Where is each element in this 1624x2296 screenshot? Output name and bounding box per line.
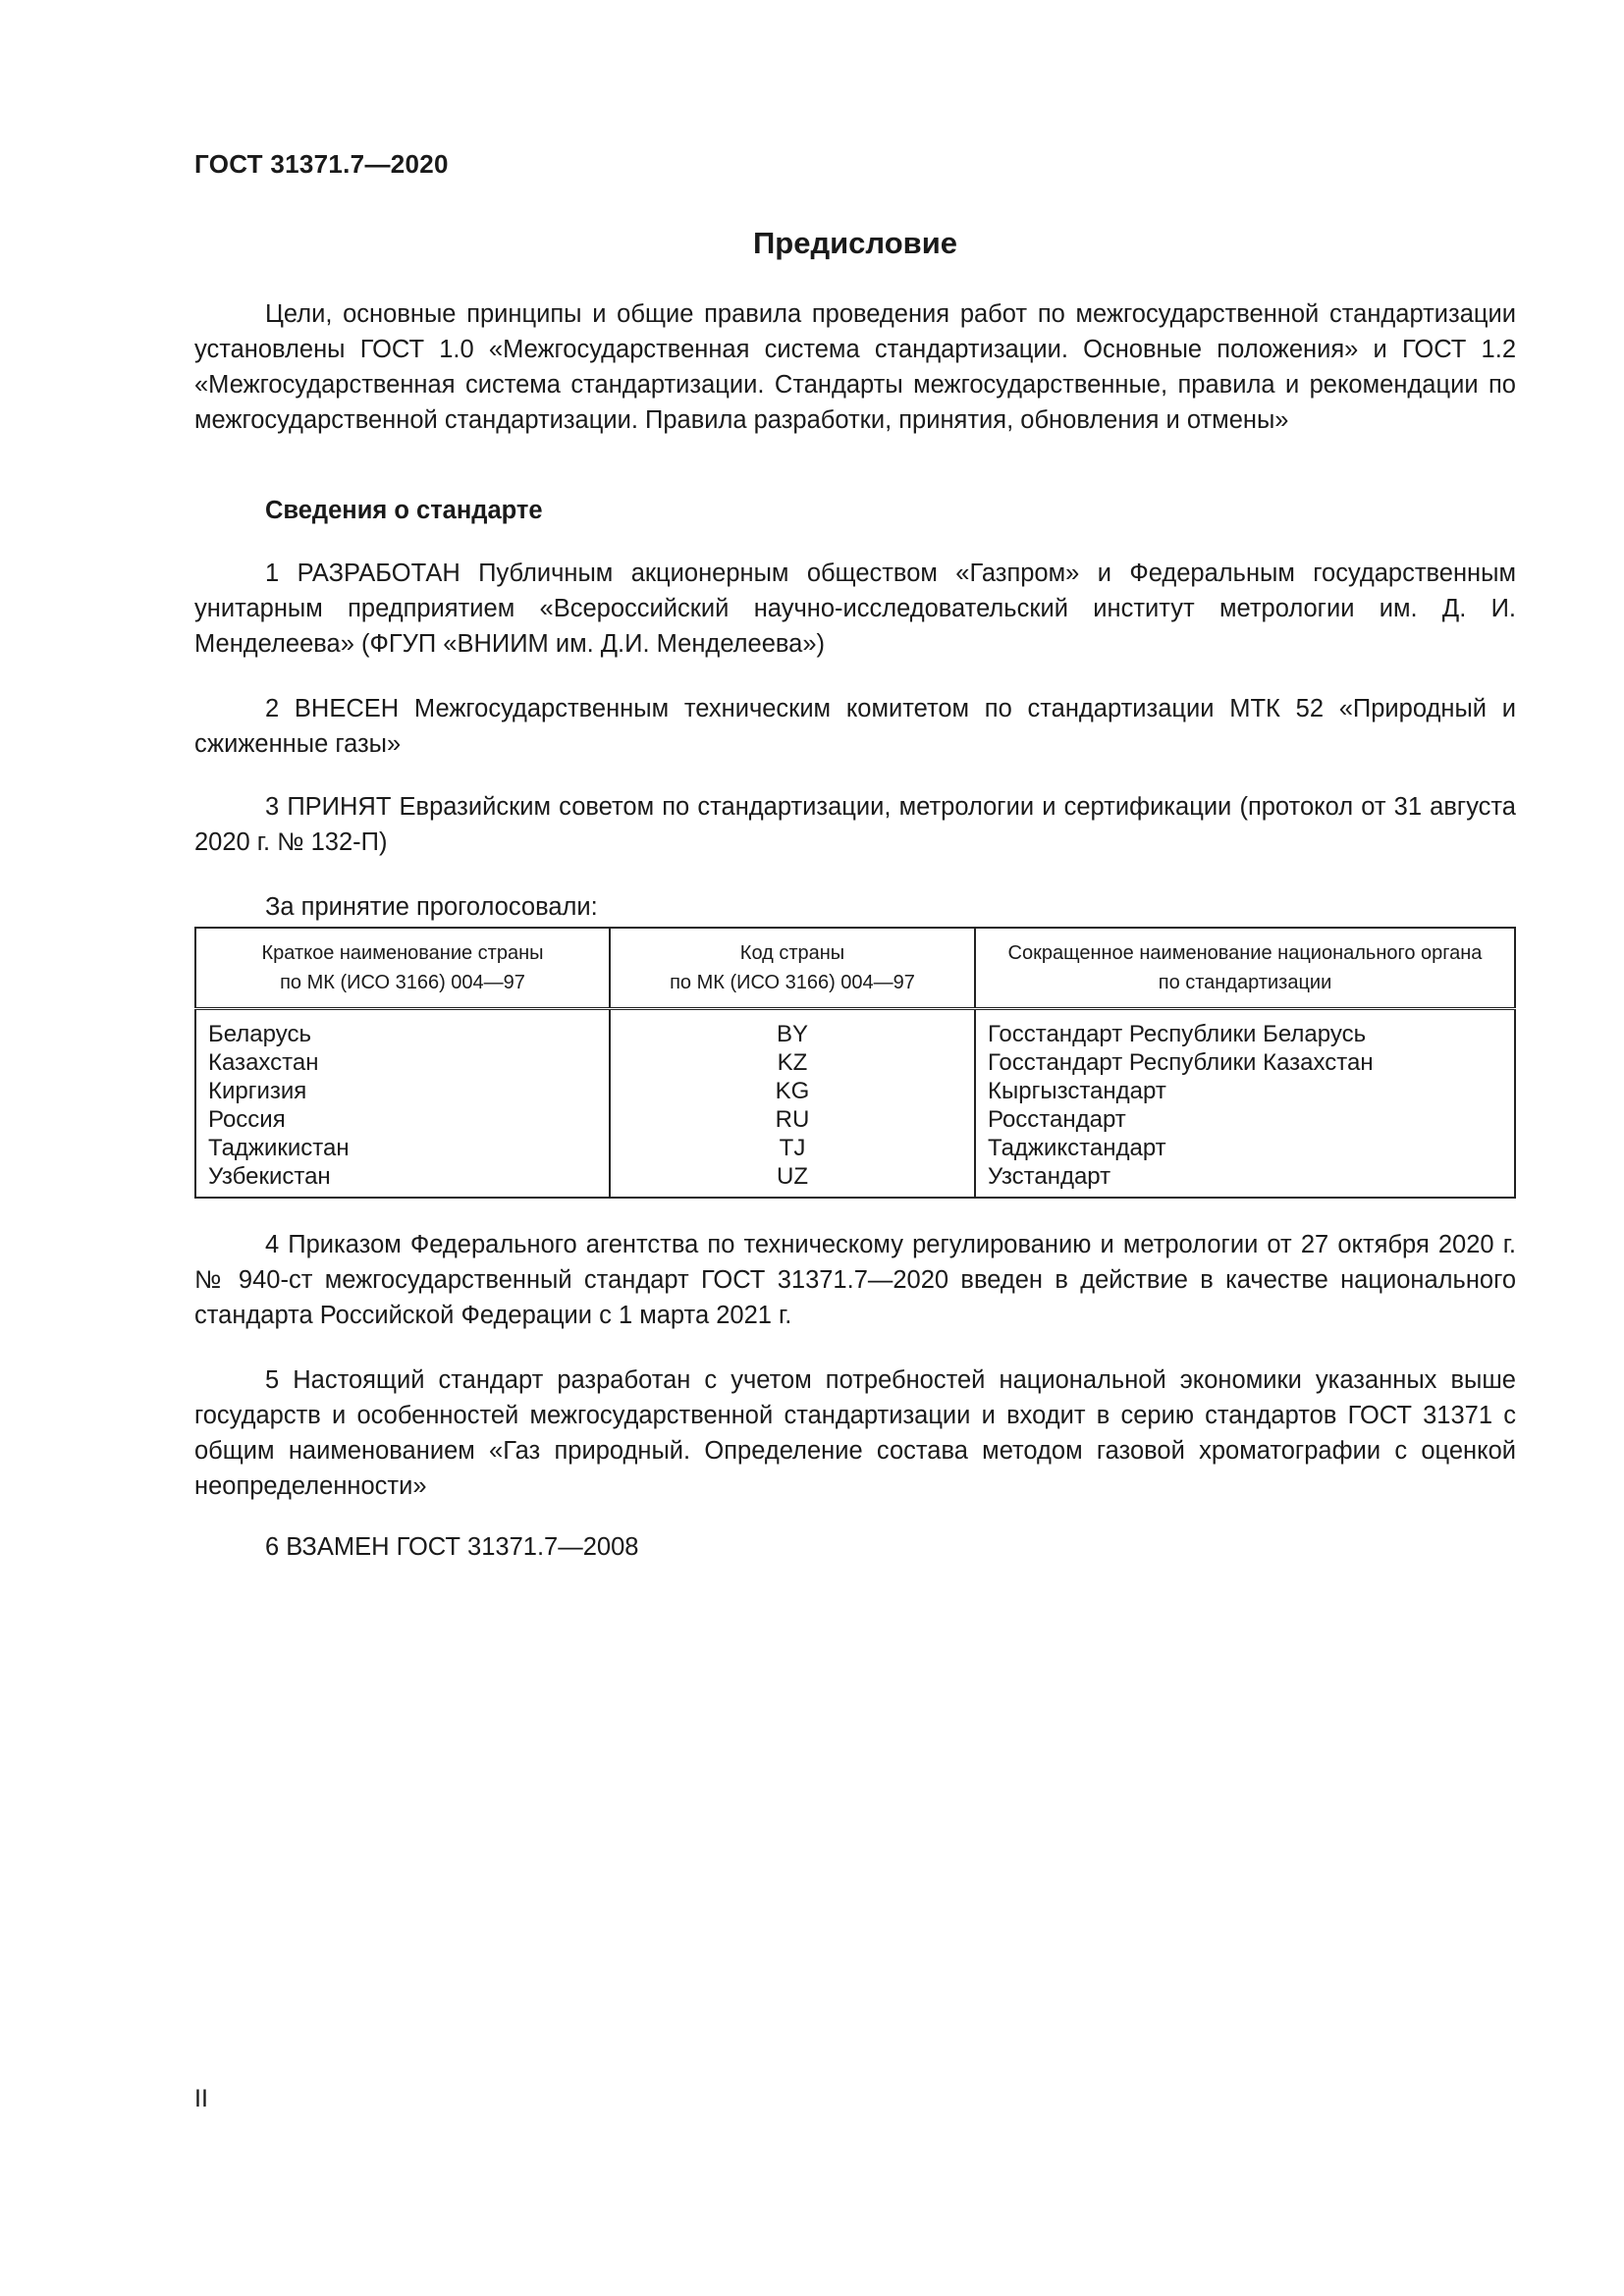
- country-cell: Киргизия: [195, 1077, 610, 1105]
- organization-cell: Кыргызстандарт: [988, 1078, 1166, 1104]
- country-code-cell: KG: [610, 1077, 975, 1105]
- item-series: 5 Настоящий стандарт разработан с учетом потребностей национальной экономики указанных выше государств и особенностей межгосударственной стандартизации и входит в серию стандартов ГОСТ 31371 с общим наименованием «Газ природный. Определение состава методом газовой хроматографии с оценкой неопределенности»: [194, 1366, 1516, 1500]
- organization-cell: Таджикстандарт: [988, 1135, 1166, 1161]
- country-cell: Россия: [195, 1105, 610, 1134]
- item-developed: 1 РАЗРАБОТАН Публичным акционерным обществом «Газпром» и Федеральным государственным унитарным предприятием «Всероссийский научно-исследовательский институт метрологии им. Д. И. Менделеева» (ФГУП «ВНИИМ им. Д.И. Менделеева»): [194, 560, 1516, 658]
- column-header-organization-line1: Сокращенное наименование национального органа: [1007, 942, 1483, 964]
- column-header-organization-line2: по стандартизации: [1158, 972, 1332, 993]
- voting-countries-table: [194, 927, 1516, 1199]
- column-header-country: [195, 928, 610, 1009]
- page-number: II: [194, 2085, 208, 2112]
- country-cell: Таджикистан: [195, 1134, 610, 1162]
- table-row: [195, 1048, 1515, 1077]
- info-heading: Сведения о стандарте: [265, 497, 543, 524]
- column-header-code-line2: по МК (ИСО 3166) 004—97: [670, 972, 915, 993]
- country-code-cell: BY: [610, 1009, 975, 1049]
- table-row: [195, 1077, 1515, 1105]
- intro-paragraph: Цели, основные принципы и общие правила проведения работ по межгосударственной стандартизации установлены ГОСТ 1.0 «Межгосударственная система стандартизации. Основные положения» и ГОСТ 1.2 «Межгосударственная система стандартизации. Стандарты межгосударственные, правила и рекомендации по межгосударственной стандартизации. Правила разработки, принятия, обновления и отмены»: [194, 300, 1516, 434]
- country-code-cell: KZ: [610, 1048, 975, 1077]
- item-enacted: 4 Приказом Федерального агентства по техническому регулированию и метрологии от 27 октября 2020 г. № 940-ст межгосударственный стандарт ГОСТ 31371.7—2020 введен в действие в качестве национального стандарта Российской Федерации с 1 марта 2021 г.: [194, 1231, 1516, 1329]
- organization-cell: Росстандарт: [988, 1106, 1126, 1133]
- table-header-row: [195, 928, 1515, 1009]
- organization-cell: Госстандарт Республики Беларусь: [988, 1021, 1367, 1047]
- country-cell: Казахстан: [195, 1048, 610, 1077]
- column-header-country-line2: по МК (ИСО 3166) 004—97: [280, 972, 525, 993]
- table-row: [195, 1134, 1515, 1162]
- item-adopted: 3 ПРИНЯТ Евразийским советом по стандартизации, метрологии и сертификации (протокол от 31 августа 2020 г. № 132-П): [194, 793, 1516, 856]
- column-header-code-line1: Код страны: [739, 942, 845, 964]
- column-header-organization: [975, 928, 1515, 1009]
- item-replaces: 6 ВЗАМЕН ГОСТ 31371.7—2008: [265, 1533, 639, 1561]
- page-title: Предисловие: [752, 226, 957, 260]
- vote-label: За принятие проголосовали:: [265, 893, 598, 921]
- country-cell: Беларусь: [195, 1009, 610, 1049]
- organization-cell: Узстандарт: [988, 1163, 1111, 1190]
- country-code-cell: RU: [610, 1105, 975, 1134]
- item-submitted: 2 ВНЕСЕН Межгосударственным техническим комитетом по стандартизации МТК 52 «Природный и сжиженные газы»: [194, 695, 1516, 758]
- organization-cell: Госстандарт Республики Казахстан: [988, 1049, 1374, 1076]
- table-row: [195, 1162, 1515, 1198]
- table-row: [195, 1009, 1515, 1049]
- country-code-cell: TJ: [610, 1134, 975, 1162]
- country-cell: Узбекистан: [195, 1162, 610, 1198]
- document-code: ГОСТ 31371.7—2020: [194, 149, 449, 179]
- country-code-cell: UZ: [610, 1162, 975, 1198]
- table-row: [195, 1105, 1515, 1134]
- column-header-country-line1: Краткое наименование страны: [261, 942, 544, 964]
- column-header-code: [610, 928, 975, 1009]
